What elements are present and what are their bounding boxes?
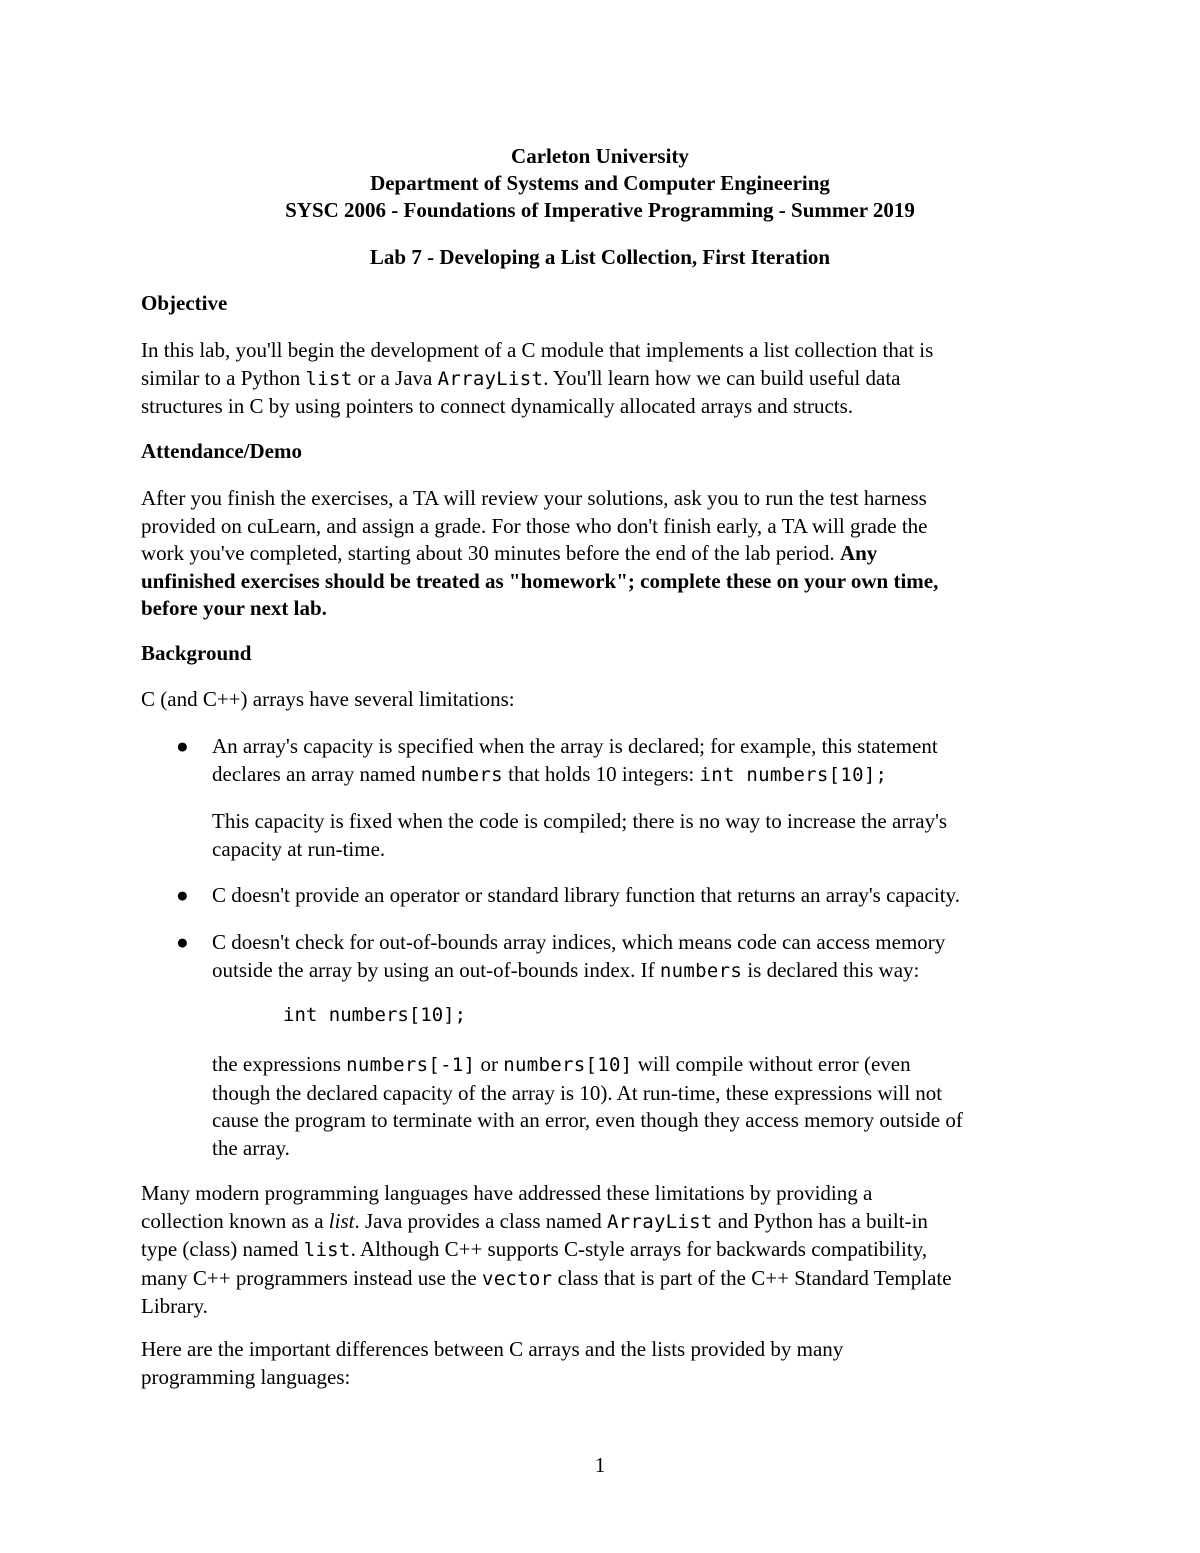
document-header — [0, 143, 1200, 224]
code-list: list — [305, 367, 353, 390]
attendance-heading: Attendance/Demo — [141, 439, 302, 463]
lab-title: Lab 7 - Developing a List Collection, First Iteration — [369, 245, 831, 269]
code-negative-index: numbers[-1] — [346, 1054, 476, 1076]
code-numbers: numbers — [420, 763, 503, 786]
attendance-line: provided on cuLearn, and assign a grade. For those who don't finish early, a TA will grade the — [141, 513, 928, 538]
department-name: Department of Systems and Computer Engineering — [370, 171, 830, 195]
attendance-line: work you've completed, starting about 30 minutes before the end of the lab period. Any — [141, 541, 878, 565]
code-arraylist: ArrayList — [606, 1210, 713, 1233]
background-intro: C (and C++) arrays have several limitations: — [141, 687, 515, 711]
lab-title-block — [0, 244, 1200, 271]
attendance-line: After you finish the exercises, a TA will review your solutions, ask you to run the test harness — [141, 486, 927, 510]
attendance-line: before your next lab. — [141, 596, 327, 620]
code-list: list — [303, 1239, 351, 1261]
code-overflow-index: numbers[10] — [503, 1054, 633, 1076]
code-vector: vector — [481, 1267, 553, 1290]
bullet-icon: ● — [176, 734, 189, 758]
homework-warning: Any — [839, 541, 878, 565]
background-heading: Background — [141, 641, 252, 665]
bullet-icon: ● — [176, 930, 189, 954]
differences-paragraph: Here are the important differences between C arrays and the lists provided by many programming languages: — [141, 1337, 844, 1389]
objective-heading: Objective — [141, 291, 228, 315]
code-numbers: numbers — [659, 959, 743, 982]
code-declaration: int numbers[10]; — [699, 763, 888, 786]
objective-line: In this lab, you'll begin the development of a C module that implements a list collection that is — [141, 338, 934, 362]
code-arraylist: ArrayList — [437, 367, 544, 390]
term-list: list — [328, 1208, 355, 1233]
bullet-item-capacity: An array's capacity is specified when the array is declared; for example, this statement declares an array named numbers that holds 10 integers: int numbers[10]; — [212, 734, 938, 786]
attendance-line: unfinished exercises should be treated as "homework"; complete these on your own time, — [141, 568, 939, 593]
objective-line: similar to a Python list or a Java ArrayList. You'll learn how we can build useful data — [141, 365, 901, 390]
code-example: int numbers[10]; — [283, 1004, 467, 1026]
bullet-icon: ● — [176, 883, 189, 907]
objective-paragraph — [141, 337, 1061, 421]
bullet-item-bounds: C doesn't check for out-of-bounds array indices, which means code can access memory outside the array by using an out-of-bounds index. If numbers is declared this way: — [212, 930, 946, 982]
course-title: SYSC 2006 - Foundations of Imperative Programming - Summer 2019 — [285, 198, 915, 222]
bullet-item-no-operator: C doesn't provide an operator or standard library function that returns an array's capacity. — [212, 883, 960, 907]
objective-line: structures in C by using pointers to connect dynamically allocated arrays and structs. — [141, 394, 854, 418]
bullet-item-capacity-note: This capacity is fixed when the code is compiled; there is no way to increase the array's capacity at run-time. — [212, 809, 948, 861]
modern-languages-paragraph: Many modern programming languages have addressed these limitations by providing a collection known as a list. Java provides a class named ArrayList and Python has a built-in type (class) named list. Although C++ supports C-style arrays for backwards compatibility, many C++ programmers instead use the vector class that is part of the C++ Standard Template Library. — [141, 1181, 952, 1318]
attendance-paragraph — [141, 485, 1061, 623]
page-number: 1 — [594, 1453, 606, 1477]
bullet-item-bounds-note: the expressions numbers[-1] or numbers[10] will compile without error (even though the declared capacity of the array is 10). At run-time, these expressions will not cause the program to terminate with an error, even though they access memory outside of the array. — [212, 1052, 963, 1160]
university-name: Carleton University — [511, 144, 689, 168]
